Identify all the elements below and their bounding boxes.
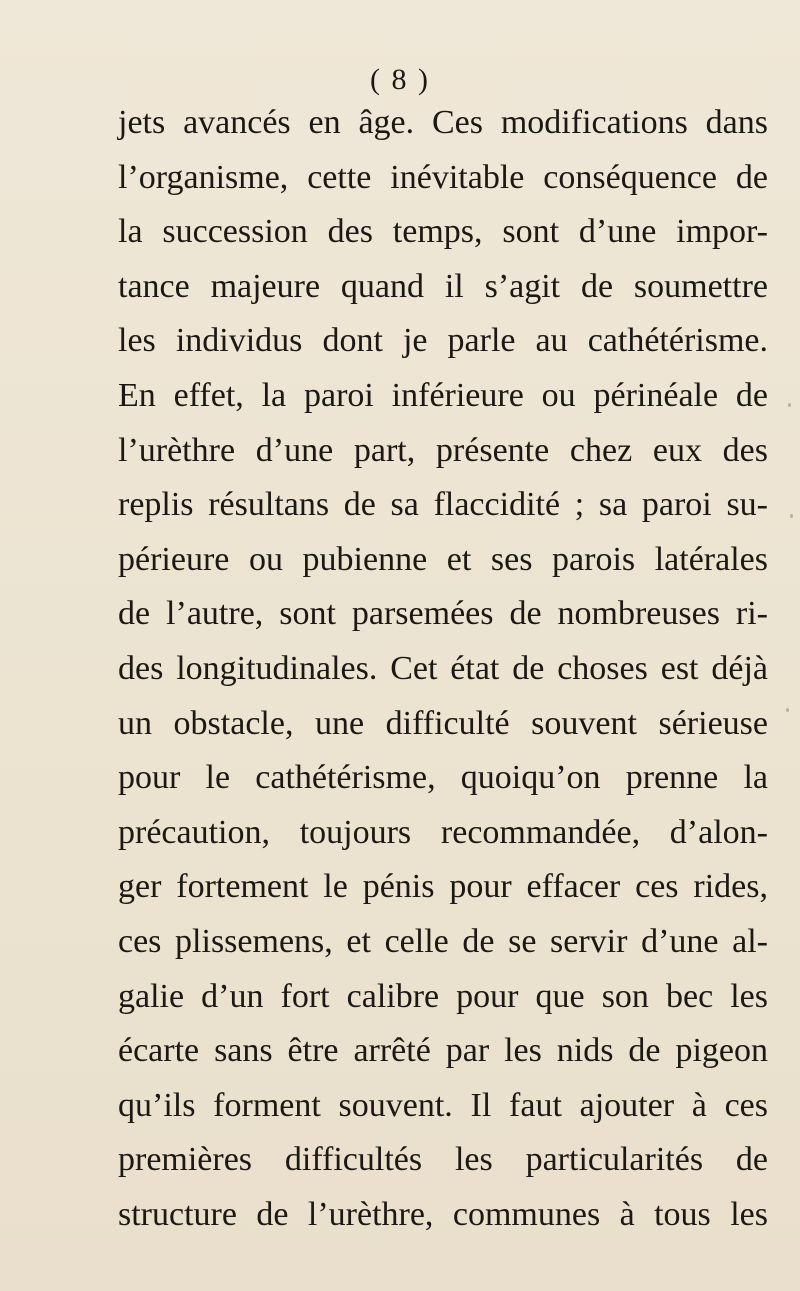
text-line: jets avancés en âge. Ces modifications dans <box>118 104 768 141</box>
text-line: périeure ou pubienne et ses parois latérales <box>118 540 768 578</box>
text-line: un obstacle, une difficulté souvent sérieuse <box>118 704 768 742</box>
text-line: des longitudinales. Cet état de choses est déjà <box>118 649 768 687</box>
page-number: ( 8 ) <box>370 63 430 96</box>
paper-speck <box>790 514 793 518</box>
text-line: En effet, la paroi inférieure ou périnéale de <box>118 376 768 414</box>
paper-speck <box>786 708 789 712</box>
text-line: les individus dont je parle au cathétérisme. <box>118 322 768 360</box>
body-text <box>118 96 768 1242</box>
text-line: de l’autre, sont parsemées de nombreuses ri- <box>118 595 768 633</box>
paper-speck <box>788 403 791 407</box>
text-line: structure de l’urèthre, communes à tous les <box>118 1195 768 1233</box>
text-line: la succession des temps, sont d’une impor- <box>118 213 768 251</box>
text-line: ces plissemens, et celle de se servir d’une al- <box>118 922 768 960</box>
text-line: tance majeure quand il s’agit de soumettre <box>118 267 768 305</box>
text-line: précaution, toujours recommandée, d’alon- <box>118 813 768 851</box>
text-line: pour le cathétérisme, quoiqu’on prenne la <box>118 759 768 797</box>
text-line: ger fortement le pénis pour effacer ces rides, <box>118 868 768 906</box>
text-line: premières difficultés les particularités de <box>118 1141 768 1179</box>
text-line: qu’ils forment souvent. Il faut ajouter à ces <box>118 1086 768 1124</box>
text-line: l’organisme, cette inévitable conséquence de <box>118 158 768 196</box>
text-line: galie d’un fort calibre pour que son bec les <box>118 977 768 1015</box>
text-line: l’urèthre d’une part, présente chez eux des <box>118 431 768 469</box>
text-line: écarte sans être arrêté par les nids de pigeon <box>118 1032 768 1070</box>
text-line: replis résultans de sa flaccidité ; sa paroi su- <box>118 486 768 524</box>
